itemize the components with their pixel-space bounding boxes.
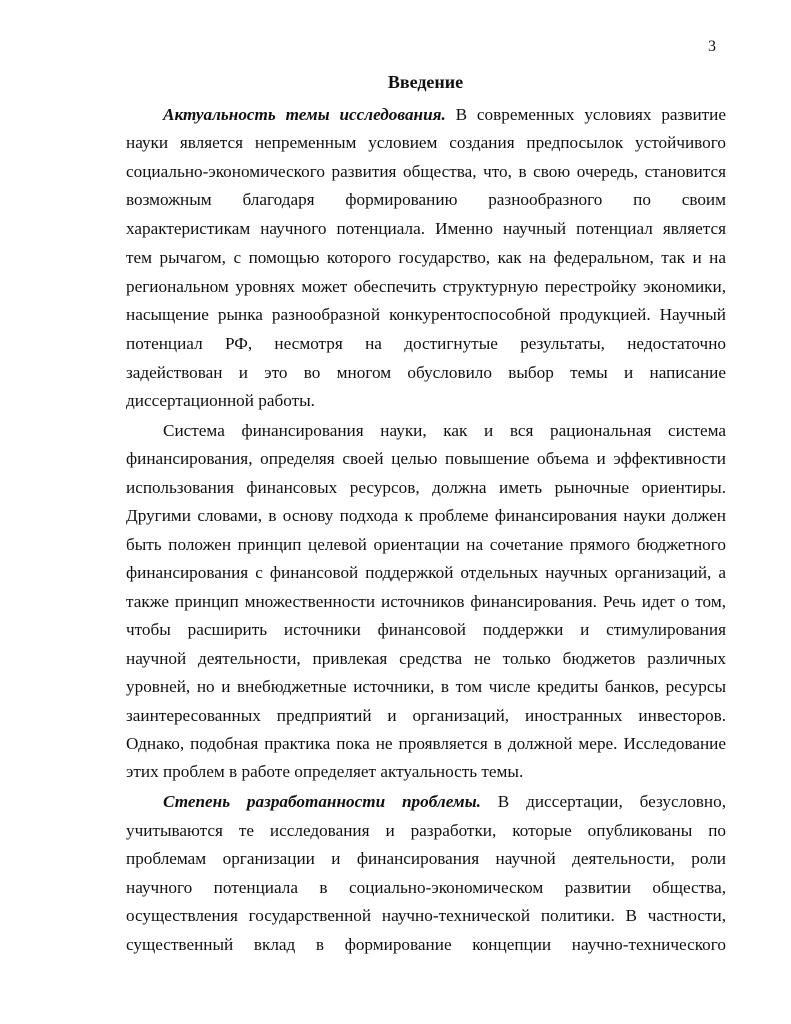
paragraph-lead: Актуальность темы исследования. (163, 105, 446, 124)
paragraph-line: проблемам организации и финансирования научной деятельности, роли (126, 849, 726, 868)
paragraph-line: научной деятельности, привлекая средства не только бюджетов различных (126, 649, 726, 668)
paragraph-line: осуществления государственной научно-технической политики. В частности, (126, 906, 726, 925)
paragraph-line: тем рычагом, с помощью которого государство, как на федеральном, так и на (126, 248, 726, 267)
paragraph-line: региональном уровнях может обеспечить структурную перестройку экономики, (126, 277, 726, 296)
paragraph-line: потенциал РФ, несмотря на достигнутые результаты, недостаточно (126, 334, 726, 353)
paragraph-lead: Степень разработанности проблемы. (163, 792, 481, 811)
paragraph-line: Система финансирования науки, как и вся рациональная система (163, 421, 726, 440)
paragraph-line: быть положен принцип целевой ориентации на сочетание прямого бюджетного (126, 535, 726, 554)
paragraph-line: научного потенциала в социально-экономическом развитии общества, (126, 878, 726, 897)
paragraph-line: чтобы расширить источники финансовой поддержки и стимулирования (126, 620, 726, 639)
paragraph-line: уровней, но и внебюджетные источники, в том числе кредиты банков, ресурсы (126, 677, 726, 696)
paragraph-line: заинтересованных предприятий и организаций, иностранных инвесторов. (126, 706, 726, 725)
page-number: 3 (708, 38, 716, 55)
paragraph-line: финансирования, определяя своей целью повышение объема и эффективности (126, 449, 726, 468)
paragraph-line: Однако, подобная практика пока не проявляется в должной мере. Исследование (126, 734, 726, 753)
paragraph-3-line-1 (163, 792, 726, 812)
paragraph-1-line-1 (163, 105, 726, 125)
paragraph-text: В диссертации, безусловно, (480, 792, 726, 811)
paragraph-line: возможным благодаря формированию разнообразного по своим (126, 190, 726, 209)
paragraph-line: диссертационной работы. (126, 391, 315, 410)
paragraph-line: существенный вклад в формирование концепции научно-технического (126, 935, 726, 954)
paragraph-line: учитываются те исследования и разработки, которые опубликованы по (126, 821, 726, 840)
paragraph-line: Другими словами, в основу подхода к проблеме финансирования науки должен (126, 506, 726, 525)
paragraph-line: социально-экономического развития общества, что, в свою очередь, становится (126, 162, 726, 181)
paragraph-line: задействован и это во многом обусловило выбор темы и написание (126, 363, 726, 382)
paragraph-line: насыщение рынка разнообразной конкурентоспособной продукцией. Научный (126, 305, 726, 324)
paragraph-line: использования финансовых ресурсов, должна иметь рыночные ориентиры. (126, 478, 726, 497)
paragraph-text: В современных условиях развитие (445, 105, 726, 124)
paragraph-line: науки является непременным условием создания предпосылок устойчивого (126, 133, 726, 152)
paragraph-line: также принцип множественности источников финансирования. Речь идет о том, (126, 592, 726, 611)
paragraph-line: характеристикам научного потенциала. Именно научный потенциал является (126, 219, 726, 238)
page-title: Введение (387, 72, 464, 92)
paragraph-line: этих проблем в работе определяет актуальность темы. (126, 762, 524, 781)
paragraph-line: финансирования с финансовой поддержкой отдельных научных организаций, а (126, 563, 726, 582)
